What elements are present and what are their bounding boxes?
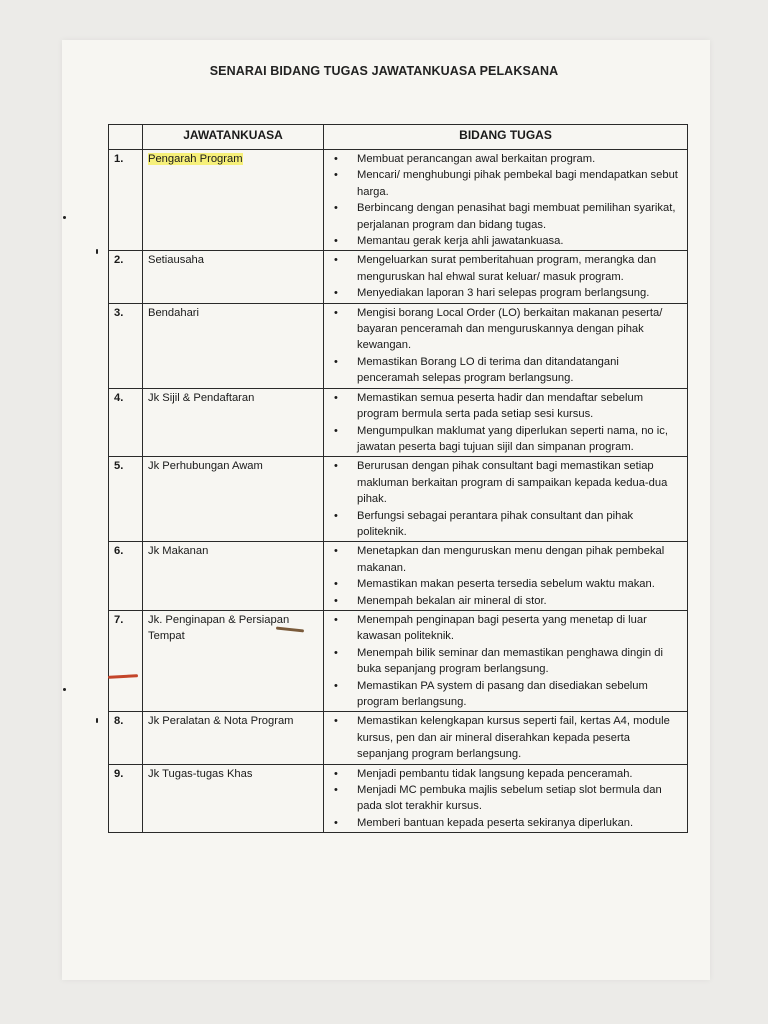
task-list: [329, 612, 683, 710]
header-no: [109, 125, 143, 150]
committee-name: Jk Tugas-tugas Khas: [148, 767, 253, 780]
task-item: • Mengumpulkan maklumat yang diperlukan seperti nama, no ic, jawatan peserta bagi tujuan sijil dan simpanan program.: [357, 423, 683, 456]
task-item: • Menempah bekalan air mineral di stor.: [357, 593, 683, 609]
row-number: 2.: [109, 251, 143, 303]
committee-name-cell: [143, 610, 324, 711]
table-row: [109, 542, 688, 611]
committee-name-cell: [143, 764, 324, 833]
row-number: 8.: [109, 712, 143, 764]
task-item: • Mencari/ menghubungi pihak pembekal bagi mendapatkan sebut harga.: [357, 167, 683, 200]
task-item: • Menjadi MC pembuka majlis sebelum setiap slot bermula dan pada slot terakhir kursus.: [357, 782, 683, 815]
table-body: [109, 150, 688, 833]
tasks-cell: [324, 712, 688, 764]
committee-name-cell: [143, 388, 324, 457]
committee-name-cell: [143, 303, 324, 388]
tasks-cell: [324, 764, 688, 833]
task-list: [329, 252, 683, 301]
task-item: • Menempah bilik seminar dan memastikan penghawa dingin di buka sepanjang program berlangsung.: [357, 645, 683, 678]
tasks-cell: [324, 303, 688, 388]
committee-name: Jk Perhubungan Awam: [148, 460, 263, 473]
task-item: • Memastikan PA system di pasang dan disediakan sebelum program berlangsung.: [357, 678, 683, 711]
committee-name-cell: [143, 457, 324, 542]
header-committee: JAWATANKUASA: [143, 125, 324, 150]
task-item: • Mengeluarkan surat pemberitahuan program, merangka dan menguruskan hal ehwal surat keluar/ masuk program.: [357, 252, 683, 285]
committee-name-cell: [143, 150, 324, 251]
table-row: [109, 388, 688, 457]
task-item: • Memastikan kelengkapan kursus seperti fail, kertas A4, module kursus, pen dan air mineral diserahkan kepada peserta sepanjang program berlangsung.: [357, 713, 683, 762]
committee-name: Jk Sijil & Pendaftaran: [148, 391, 255, 404]
table-header-row: [109, 125, 688, 150]
task-list: [329, 151, 683, 249]
committee-name-cell: [143, 251, 324, 303]
table-row: [109, 610, 688, 711]
row-number: 9.: [109, 764, 143, 833]
task-item: • Menjadi pembantu tidak langsung kepada penceramah.: [357, 766, 683, 782]
tasks-cell: [324, 251, 688, 303]
row-number: 4.: [109, 388, 143, 457]
task-list: [329, 305, 683, 387]
task-item: • Berbincang dengan penasihat bagi membuat pemilihan syarikat, perjalanan program dan bidang tugas.: [357, 200, 683, 233]
task-item: • Memastikan semua peserta hadir dan mendaftar sebelum program bermula serta pada setiap sesi kursus.: [357, 390, 683, 423]
table-row: [109, 764, 688, 833]
row-number: 5.: [109, 457, 143, 542]
committee-name: Jk Peralatan & Nota Program: [148, 715, 294, 728]
committee-name: Bendahari: [148, 306, 200, 319]
scan-speck: [96, 718, 98, 723]
committee-name-cell: [143, 712, 324, 764]
row-number: 3.: [109, 303, 143, 388]
header-tasks: BIDANG TUGAS: [324, 125, 688, 150]
task-list: [329, 458, 683, 540]
table-row: [109, 303, 688, 388]
task-item: • Berurusan dengan pihak consultant bagi memastikan setiap makluman berkaitan program di sampaikan kepada kedua-dua pihak.: [357, 458, 683, 507]
scan-speck: [96, 249, 98, 254]
committee-name: Pengarah Program: [148, 153, 243, 165]
task-list: [329, 543, 683, 609]
task-list: [329, 390, 683, 456]
task-item: • Memastikan makan peserta tersedia sebelum waktu makan.: [357, 576, 683, 592]
tasks-cell: [324, 542, 688, 611]
table-row: [109, 457, 688, 542]
task-item: • Menetapkan dan menguruskan menu dengan pihak pembekal makanan.: [357, 543, 683, 576]
tasks-cell: [324, 457, 688, 542]
duty-table: [108, 124, 688, 833]
scan-speck: [63, 216, 66, 219]
task-item: • Memberi bantuan kepada peserta sekiranya diperlukan.: [357, 815, 683, 831]
scan-speck: [63, 688, 66, 691]
task-item: • Memastikan Borang LO di terima dan ditandatangani penceramah selepas program berlangsung.: [357, 354, 683, 387]
row-number: 7.: [109, 610, 143, 711]
task-item: • Menempah penginapan bagi peserta yang menetap di luar kawasan politeknik.: [357, 612, 683, 645]
committee-name-cell: [143, 542, 324, 611]
row-number: 6.: [109, 542, 143, 611]
row-number: 1.: [109, 150, 143, 251]
task-item: • Memantau gerak kerja ahli jawatankuasa.: [357, 233, 683, 249]
tasks-cell: [324, 150, 688, 251]
task-item: • Membuat perancangan awal berkaitan program.: [357, 151, 683, 167]
document-title: SENARAI BIDANG TUGAS JAWATANKUASA PELAKSANA: [209, 64, 559, 78]
table-row: [109, 712, 688, 764]
tasks-cell: [324, 388, 688, 457]
table-row: [109, 150, 688, 251]
committee-name: Jk Makanan: [148, 545, 209, 558]
table-row: [109, 251, 688, 303]
tasks-cell: [324, 610, 688, 711]
task-list: [329, 766, 683, 832]
task-item: • Menyediakan laporan 3 hari selepas program berlangsung.: [357, 285, 683, 301]
committee-name: Setiausaha: [148, 254, 204, 267]
task-item: • Berfungsi sebagai perantara pihak consultant dan pihak politeknik.: [357, 508, 683, 541]
task-item: • Mengisi borang Local Order (LO) berkaitan makanan peserta/ bayaran penceramah dan menguruskannya dengan pihak kewangan.: [357, 305, 683, 354]
task-list: [329, 713, 683, 762]
committee-name: Jk. Penginapan & Persiapan Tempat: [148, 613, 290, 643]
